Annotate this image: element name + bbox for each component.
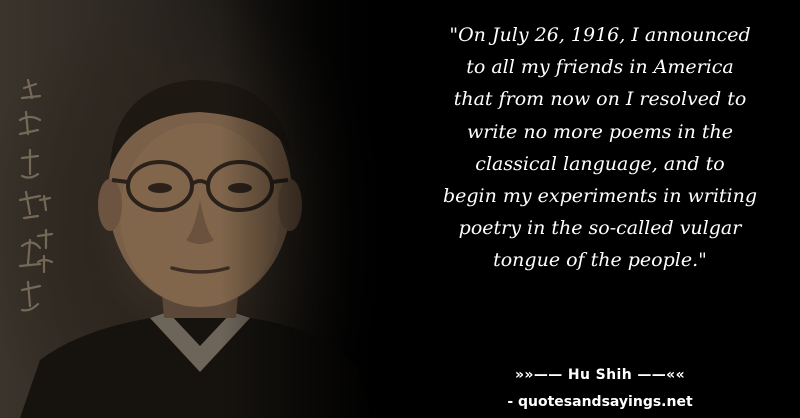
quote-text — [414, 19, 786, 277]
quote-line: begin my experiments in writing — [442, 185, 758, 208]
source-watermark: - quotesandsayings.net — [507, 394, 693, 410]
quote-line: poetry in the so-called vulgar — [458, 217, 742, 240]
quote-line: to all my friends in America — [466, 56, 734, 79]
quote-line: classical language, and to — [475, 152, 725, 175]
quote-line: tongue of the people." — [493, 249, 707, 272]
author-attribution: »»—— Hu Shih ——«« — [514, 367, 686, 383]
quote-line: that from now on I resolved to — [453, 88, 747, 111]
quote-line: write no more poems in the — [467, 120, 733, 143]
quote-line: "On July 26, 1916, I announced — [449, 24, 751, 46]
